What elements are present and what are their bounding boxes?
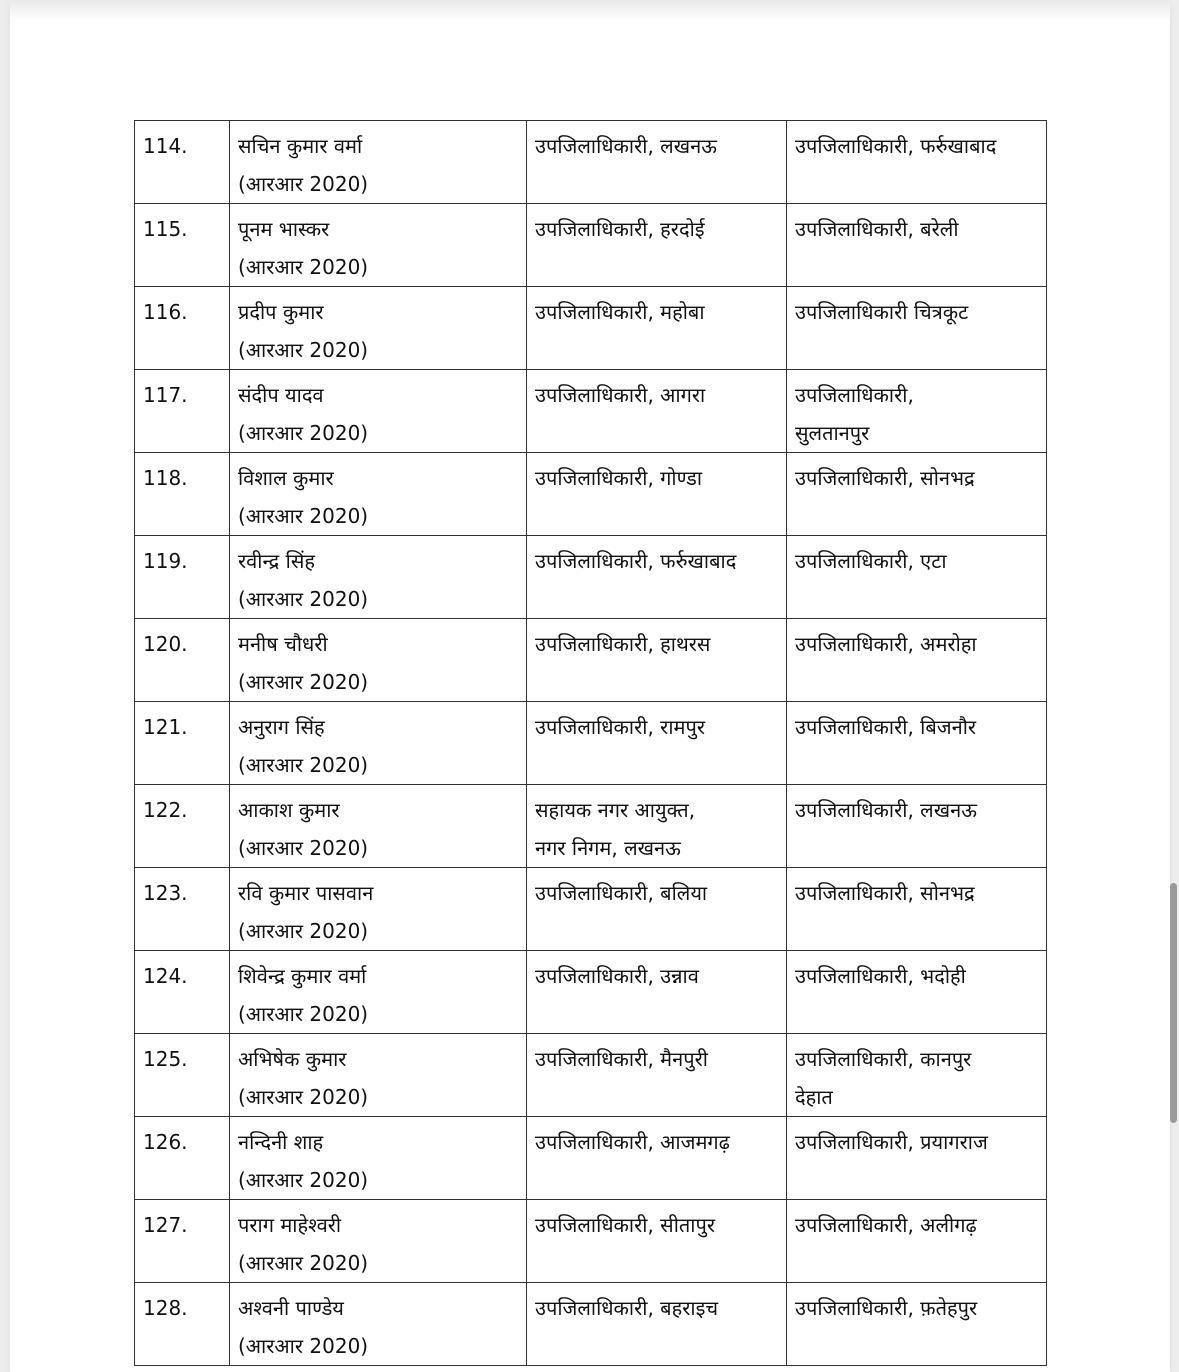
current-post-line: सहायक नगर आयुक्त, xyxy=(535,798,696,822)
table-row xyxy=(135,204,1047,287)
current-post-cell xyxy=(527,1034,787,1117)
officer-cell xyxy=(230,1034,527,1117)
table-row xyxy=(135,951,1047,1034)
serial-number-cell: 119. xyxy=(135,536,230,619)
new-post-cell xyxy=(787,785,1047,868)
officer-cell xyxy=(230,1117,527,1200)
officer-cell xyxy=(230,1200,527,1283)
new-post-cell xyxy=(787,204,1047,287)
current-post-line: उपजिलाधिकारी, रामपुर xyxy=(535,715,706,739)
officer-name: संदीप यादव xyxy=(238,383,324,407)
table-row xyxy=(135,121,1047,204)
officer-cell xyxy=(230,453,527,536)
current-post-line: उपजिलाधिकारी, बहराइच xyxy=(535,1296,719,1320)
serial-number-cell: 125. xyxy=(135,1034,230,1117)
new-post-line: उपजिलाधिकारी, फ़तेहपुर xyxy=(795,1296,978,1320)
table-row xyxy=(135,1117,1047,1200)
serial-number-cell: 122. xyxy=(135,785,230,868)
current-post-cell xyxy=(527,1117,787,1200)
current-post-cell xyxy=(527,1283,787,1366)
officer-name: रवि कुमार पासवान xyxy=(238,881,374,905)
current-post-cell xyxy=(527,453,787,536)
current-post-line: उपजिलाधिकारी, हरदोई xyxy=(535,217,705,241)
officer-batch: (आरआर 2020) xyxy=(238,338,369,362)
current-post-cell xyxy=(527,1200,787,1283)
new-post-line: उपजिलाधिकारी, अलीगढ़ xyxy=(795,1213,977,1237)
new-post-line: उपजिलाधिकारी, फर्रुखाबाद xyxy=(795,134,997,158)
new-post-line: देहात xyxy=(795,1085,833,1109)
current-post-cell xyxy=(527,370,787,453)
officer-cell xyxy=(230,121,527,204)
current-post-cell xyxy=(527,204,787,287)
officer-batch: (आरआर 2020) xyxy=(238,172,369,196)
officer-cell xyxy=(230,287,527,370)
officer-batch: (आरआर 2020) xyxy=(238,753,369,777)
scrollbar-thumb[interactable] xyxy=(1170,883,1177,1123)
officer-batch: (आरआर 2020) xyxy=(238,504,369,528)
officer-batch: (आरआर 2020) xyxy=(238,1251,369,1275)
page-top-shade xyxy=(10,0,1170,22)
serial-number-cell: 126. xyxy=(135,1117,230,1200)
new-post-line: उपजिलाधिकारी, सोनभद्र xyxy=(795,881,975,905)
new-post-line: उपजिलाधिकारी, एटा xyxy=(795,549,947,573)
officer-name: अनुराग सिंह xyxy=(238,715,325,739)
current-post-line: उपजिलाधिकारी, सीतापुर xyxy=(535,1213,715,1237)
officer-cell xyxy=(230,536,527,619)
table-row xyxy=(135,702,1047,785)
new-post-line: उपजिलाधिकारी, सोनभद्र xyxy=(795,466,975,490)
document-page xyxy=(10,0,1170,1372)
serial-number-cell: 121. xyxy=(135,702,230,785)
officer-name: पराग माहेश्वरी xyxy=(238,1213,342,1237)
new-post-line: उपजिलाधिकारी, बिजनौर xyxy=(795,715,977,739)
current-post-cell xyxy=(527,868,787,951)
new-post-cell xyxy=(787,951,1047,1034)
table-row xyxy=(135,453,1047,536)
current-post-cell xyxy=(527,287,787,370)
serial-number-cell: 123. xyxy=(135,868,230,951)
new-post-cell xyxy=(787,370,1047,453)
officer-name: शिवेन्द्र कुमार वर्मा xyxy=(238,964,367,988)
officer-name: रवीन्द्र सिंह xyxy=(238,549,315,573)
officer-name: अभिषेक कुमार xyxy=(238,1047,347,1071)
serial-number-cell: 117. xyxy=(135,370,230,453)
current-post-cell xyxy=(527,951,787,1034)
new-post-line: उपजिलाधिकारी, भदोही xyxy=(795,964,966,988)
new-post-cell xyxy=(787,536,1047,619)
officer-batch: (आरआर 2020) xyxy=(238,836,369,860)
officer-batch: (आरआर 2020) xyxy=(238,1168,369,1192)
current-post-line: उपजिलाधिकारी, गोण्डा xyxy=(535,466,702,490)
officer-name: नन्दिनी शाह xyxy=(238,1130,324,1154)
table-row xyxy=(135,536,1047,619)
officer-name: अश्वनी पाण्डेय xyxy=(238,1296,344,1320)
new-post-cell xyxy=(787,287,1047,370)
current-post-line: उपजिलाधिकारी, मैनपुरी xyxy=(535,1047,708,1071)
current-post-line: उपजिलाधिकारी, महोबा xyxy=(535,300,705,324)
officer-batch: (आरआर 2020) xyxy=(238,587,369,611)
serial-number-cell: 127. xyxy=(135,1200,230,1283)
officer-batch: (आरआर 2020) xyxy=(238,919,369,943)
officer-cell xyxy=(230,951,527,1034)
new-post-line: उपजिलाधिकारी, अमरोहा xyxy=(795,632,977,656)
officer-name: प्रदीप कुमार xyxy=(238,300,324,324)
table-row xyxy=(135,785,1047,868)
officer-cell xyxy=(230,619,527,702)
table-body xyxy=(135,121,1047,1366)
transfer-table xyxy=(134,120,1047,1366)
current-post-cell xyxy=(527,536,787,619)
serial-number-cell: 116. xyxy=(135,287,230,370)
new-post-cell xyxy=(787,1200,1047,1283)
new-post-line: उपजिलाधिकारी, xyxy=(795,383,914,407)
new-post-cell xyxy=(787,1117,1047,1200)
officer-name: विशाल कुमार xyxy=(238,466,334,490)
officer-cell xyxy=(230,785,527,868)
current-post-cell xyxy=(527,121,787,204)
current-post-line: उपजिलाधिकारी, आजमगढ़ xyxy=(535,1130,730,1154)
officer-batch: (आरआर 2020) xyxy=(238,1334,369,1358)
table-row xyxy=(135,287,1047,370)
current-post-line: उपजिलाधिकारी, उन्नाव xyxy=(535,964,699,988)
current-post-line: उपजिलाधिकारी, बलिया xyxy=(535,881,708,905)
table-row xyxy=(135,619,1047,702)
new-post-cell xyxy=(787,868,1047,951)
current-post-cell xyxy=(527,619,787,702)
officer-cell xyxy=(230,868,527,951)
new-post-cell xyxy=(787,1283,1047,1366)
table-row xyxy=(135,370,1047,453)
officer-cell xyxy=(230,1283,527,1366)
officer-name: आकाश कुमार xyxy=(238,798,340,822)
current-post-cell xyxy=(527,785,787,868)
current-post-line: उपजिलाधिकारी, लखनऊ xyxy=(535,134,717,158)
officer-cell xyxy=(230,702,527,785)
current-post-line: उपजिलाधिकारी, आगरा xyxy=(535,383,706,407)
serial-number-cell: 124. xyxy=(135,951,230,1034)
officer-batch: (आरआर 2020) xyxy=(238,670,369,694)
officer-batch: (आरआर 2020) xyxy=(238,421,369,445)
new-post-cell xyxy=(787,619,1047,702)
serial-number-cell: 115. xyxy=(135,204,230,287)
officer-cell xyxy=(230,370,527,453)
table-row xyxy=(135,1034,1047,1117)
serial-number-cell: 118. xyxy=(135,453,230,536)
new-post-line: उपजिलाधिकारी, प्रयागराज xyxy=(795,1130,988,1154)
serial-number-cell: 120. xyxy=(135,619,230,702)
officer-name: मनीष चौधरी xyxy=(238,632,328,656)
current-post-cell xyxy=(527,702,787,785)
table-row xyxy=(135,1200,1047,1283)
officer-batch: (आरआर 2020) xyxy=(238,1002,369,1026)
new-post-line: उपजिलाधिकारी, लखनऊ xyxy=(795,798,977,822)
new-post-cell xyxy=(787,453,1047,536)
officer-batch: (आरआर 2020) xyxy=(238,255,369,279)
table-row xyxy=(135,1283,1047,1366)
new-post-cell xyxy=(787,1034,1047,1117)
officer-cell xyxy=(230,204,527,287)
officer-name: पूनम भास्कर xyxy=(238,217,330,241)
new-post-cell xyxy=(787,702,1047,785)
new-post-line: उपजिलाधिकारी चित्रकूट xyxy=(795,300,969,324)
new-post-line: उपजिलाधिकारी, कानपुर xyxy=(795,1047,972,1071)
new-post-line: सुलतानपुर xyxy=(795,421,870,445)
officer-name: सचिन कुमार वर्मा xyxy=(238,134,363,158)
table-row xyxy=(135,868,1047,951)
current-post-line: उपजिलाधिकारी, हाथरस xyxy=(535,632,711,656)
current-post-line: उपजिलाधिकारी, फर्रुखाबाद xyxy=(535,549,737,573)
new-post-line: उपजिलाधिकारी, बरेली xyxy=(795,217,959,241)
current-post-line: नगर निगम, लखनऊ xyxy=(535,836,681,860)
serial-number-cell: 114. xyxy=(135,121,230,204)
serial-number-cell: 128. xyxy=(135,1283,230,1366)
new-post-cell xyxy=(787,121,1047,204)
officer-batch: (आरआर 2020) xyxy=(238,1085,369,1109)
